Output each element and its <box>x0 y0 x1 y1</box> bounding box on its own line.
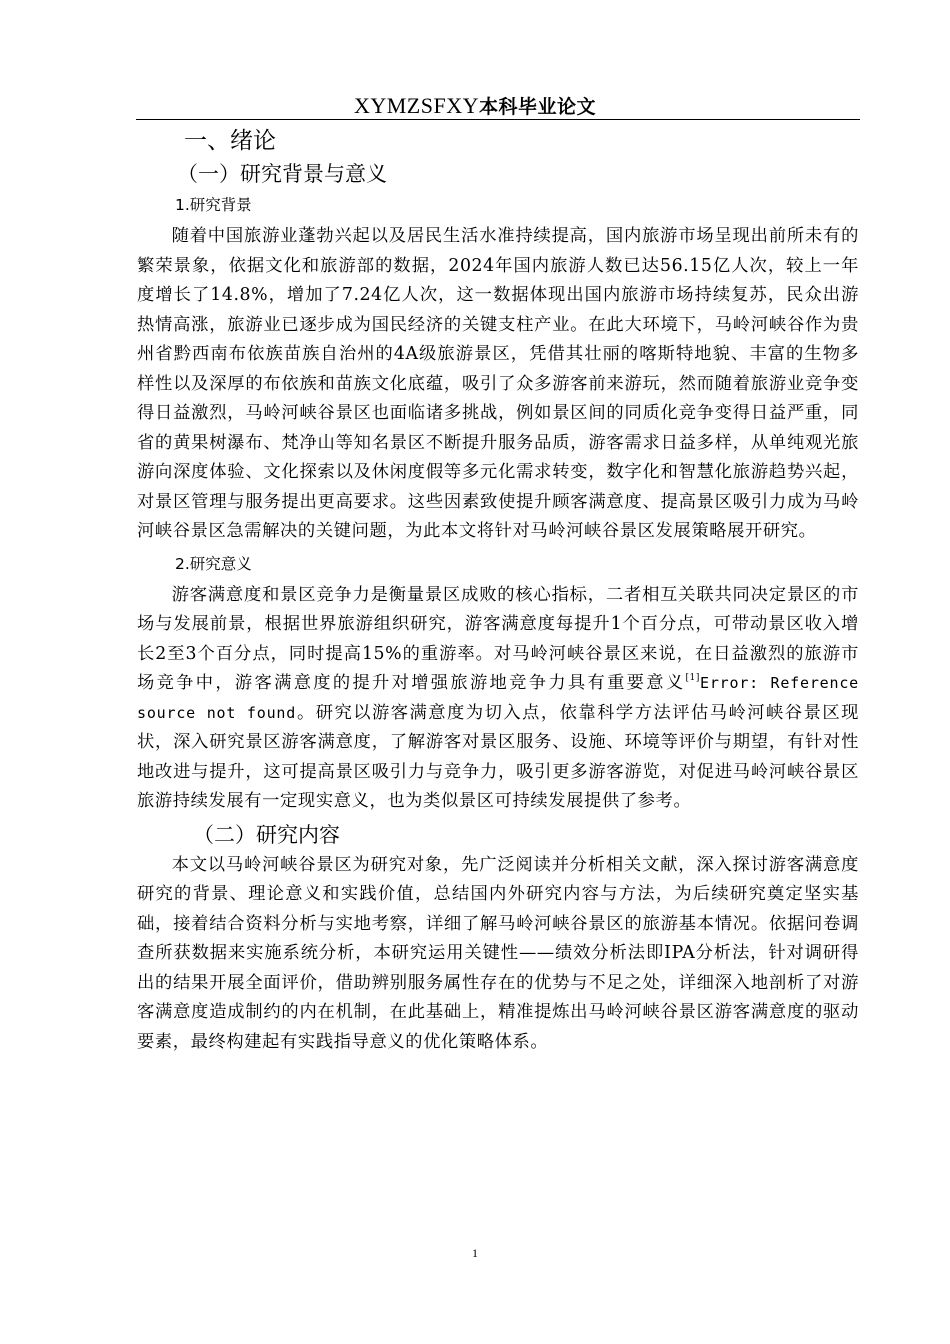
paragraph-content: 本文以马岭河峡谷景区为研究对象，先广泛阅读并分析相关文献，深入探讨游客满意度研究的背景、理论意义和实践价值，总结国内外研究内容与方法，为后续研究奠定坚实基础，接着结合资料分析与实地考察，详细了解马岭河峡谷景区的旅游基本情况。依据问卷调查所获数据来实施系统分析，本研究运用关键性——绩效分析法即IPA分析法，针对调研得出的结果开展全面评价，借助辨别服务属性存在的优势与不足之处，详细深入地剖析了对游客满意度造成制约的内在机制，在此基础上，精准提炼出马岭河峡谷景区游客满意度的驱动要素，最终构建起有实践指导意义的优化策略体系。 <box>137 854 859 1052</box>
subsection-title-background: 1.研究背景 <box>175 196 252 214</box>
chapter-title: 一、绪论 <box>184 128 276 154</box>
paragraph-significance <box>137 581 859 817</box>
paragraph-background: 随着中国旅游业蓬勃兴起以及居民生活水准持续提高，国内旅游市场呈现出前所未有的繁荣景象，依据文化和旅游部的数据，2024年国内旅游人数已达56.15亿人次，较上一年度增长了14.8%，增加了7.24亿人次，这一数据体现出国内旅游市场持续复苏，民众出游热情高涨，旅游业已逐步成为国民经济的关键支柱产业。在此大环境下，马岭河峡谷作为贵州省黔西南布依族苗族自治州的4A级旅游景区，凭借其壮丽的喀斯特地貌、丰富的生物多样性以及深厚的布依族和苗族文化底蕴，吸引了众多游客前来游玩，然而随着旅游业竞争变得日益激烈，马岭河峡谷景区也面临诸多挑战，例如景区间的同质化竞争变得日益严重，同省的黄果树瀑布、梵净山等知名景区不断提升服务品质，游客需求日益多样，从单纯观光旅游向深度体验、文化探索以及休闲度假等多元化需求转变，数字化和智慧化旅游趋势兴起，对景区管理与服务提出更高要求。这些因素致使提升顾客满意度、提高景区吸引力成为马岭河峡谷景区急需解决的关键问题，为此本文将针对马岭河峡谷景区发展策略展开研究。 <box>137 226 859 541</box>
paragraph-significance-text-rest: 。研究以游客满意度为切入点，依靠科学方法评估马岭河峡谷景区现状，深入研究景区游客满意度，了解游客对景区服务、设施、环境等评价与期望，有针对性地改进与提升，这可提高景区吸引力与竞争力，吸引更多游客游览，对促进马岭河峡谷景区旅游持续发展有一定现实意义，也为类似景区可持续发展提供了参考。 <box>137 702 859 811</box>
section-title-content: （二）研究内容 <box>193 822 340 847</box>
subsection-title-significance: 2.研究意义 <box>175 554 252 573</box>
citation-marker: [1] <box>685 673 700 683</box>
paragraph-significance-text: 游客满意度和景区竞争力是衡量景区成败的核心指标，二者相互关联共同决定景区的市场与发展前景，根据世界旅游组织研究，游客满意度每提升1个百分点，可带动景区收入增长2至3个百分点，同时提高15%的重游率。对马岭河峡谷景区来说，在日益激烈的旅游市场竞争中，游客满意度的提升对增强旅游地竞争力具有重要意义 <box>137 584 859 693</box>
page-header <box>0 92 950 121</box>
header-code: XYMZSFXY <box>353 93 479 118</box>
section-title-background: （一）研究背景与意义 <box>177 162 387 186</box>
page-body <box>137 118 859 1057</box>
page-number: 1 <box>472 1246 478 1260</box>
header-label: 本科毕业论文 <box>479 96 597 118</box>
reference-error-text: Error: Reference source not found <box>137 674 859 722</box>
